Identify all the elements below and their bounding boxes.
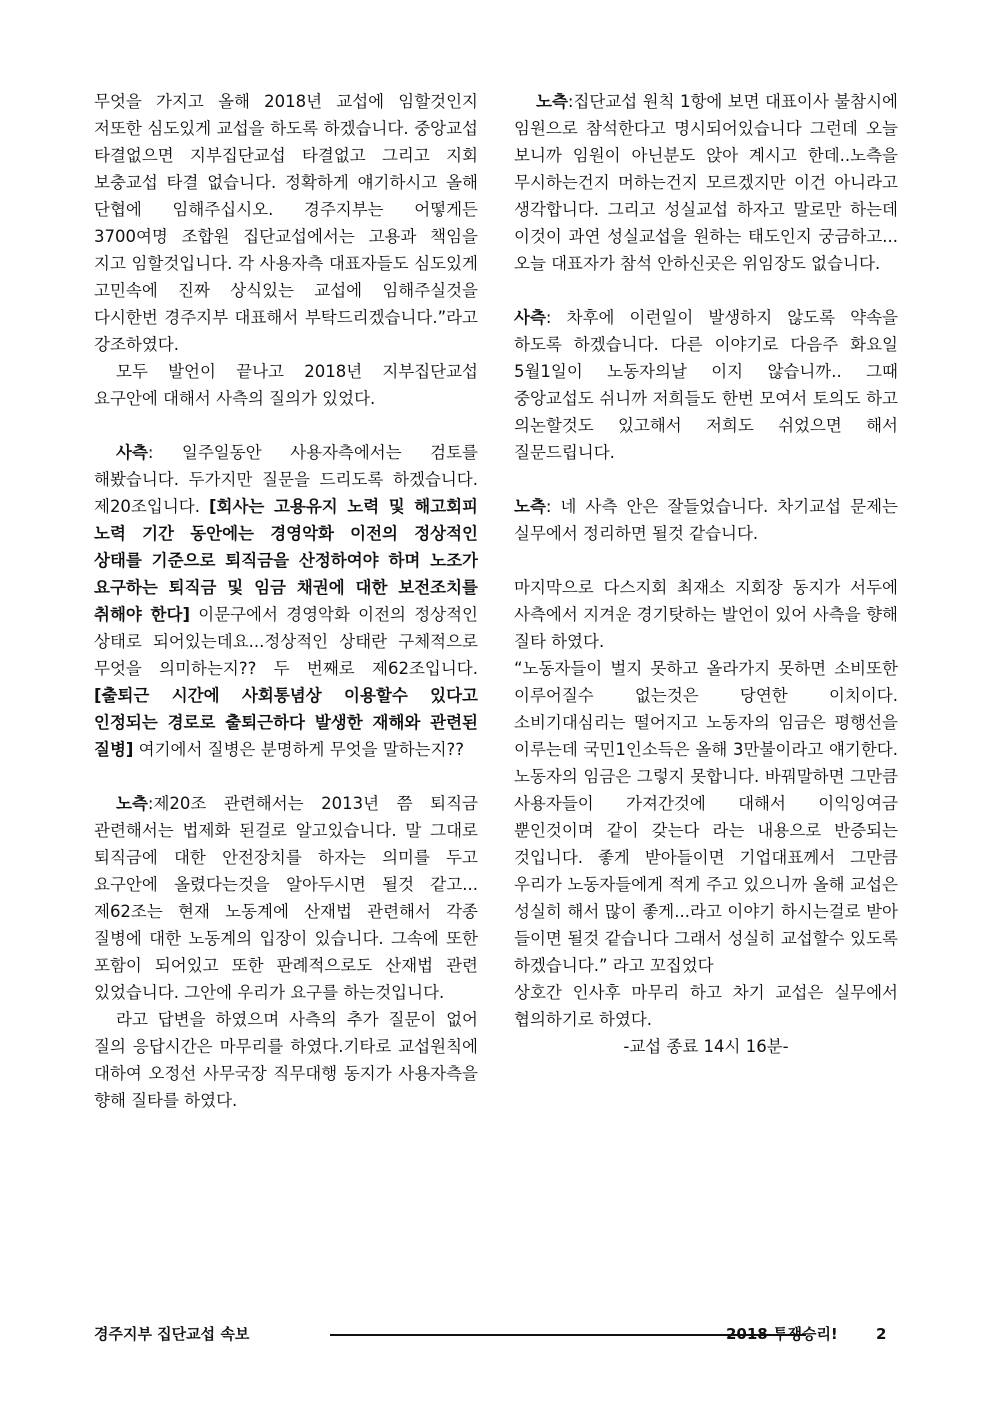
paragraph-closing: 상호간 인사후 마무리 하고 차기 교섭은 실무에서 협의하기로 하였다. <box>514 983 898 1029</box>
question-end: 여기에서 질병은 분명하게 무엇을 말하는지?? <box>133 740 465 759</box>
session-end-time: -교섭 종료 14시 16분- <box>623 1037 789 1056</box>
speaker-label-management: 사측 <box>116 443 148 462</box>
union-principle-text: :집단교섭 원칙 1항에 보면 대표이사 불참시에 임원으로 참석한다고 명시되어있습니다 그런데 오늘 보니까 임원이 아닌분도 앉아 계시고 한데..노측을 무시하는건지 머하는건지 모르겠지만 이건 아니라고 생각합니다. 그리고 성실교섭 하자고 말로만 하는데 이것이 과연 성실교섭을 원하는 태도인지 궁금하고...오늘 대표자가 참석 안하신곳은 위임장도 없습니다. <box>514 92 898 273</box>
speaker-label-union: 노측 <box>116 794 148 813</box>
paragraph-union-reply <box>514 493 898 547</box>
paragraph-final-remark-intro: 마지막으로 다스지회 최재소 지회장 동지가 서두에 사측에서 지겨운 경기탓하는 발언이 있어 사측을 향해 질타 하였다. <box>514 578 898 651</box>
spacer <box>94 763 478 790</box>
paragraph-management-reply <box>514 304 898 466</box>
paragraph-union-principle <box>514 88 898 277</box>
paragraph-transition: 모두 발언이 끝나고 2018년 지부집단교섭 요구안에 대해서 사측의 질의가 있었다. <box>94 362 478 408</box>
management-reply-text: : 차후에 이런일이 발생하지 않도록 약속을 하도록 하겠습니다. 다른 이야기로 다음주 화요일 5월1일이 노동자의날 이지 않습니까.. 그때 중앙교섭도 쉬니까 저희들도 한번 모여서 토의도 하고 의논할것도 있고해서 저희도 쉬었으면 해서 질문드립니다. <box>514 308 898 462</box>
article-20-quote: [회사는 고용유지 노력 및 해고회피 노력 기간 동안에는 경영악화 이전의 정상적인 상태를 기준으로 퇴직금을 산정하여야 하며 노조가 요구하는 퇴직금 및 임금 채권에 대한 보전조치를 취해야 한다] <box>94 497 478 624</box>
footer-title: 경주지부 집단교섭 속보 <box>94 1325 250 1343</box>
spacer <box>514 466 898 493</box>
union-answer-text: :제20조 관련해서는 2013년 쯤 퇴직금 관련해서는 법제화 된걸로 알고있습니다. 말 그대로 퇴직금에 대한 안전장치를 하자는 의미를 두고 요구안에 올렸다는것을 알아두시면 될것 같고...제62조는 현재 노동계에 산재법 관련해서 각종 질병에 대한 노동계의 입장이 있습니다. 그속에 또한 포함이 되어있고 또한 판례적으로도 산재법 관련 있었습니다. 그안에 우리가 요구를 하는것입니다. <box>94 794 478 1002</box>
footer-slogan: 2018 투쟁승리! <box>726 1325 838 1343</box>
paragraph-management-question <box>94 439 478 763</box>
union-reply-text: : 네 사측 안은 잘들었습니다. 차기교섭 문제는 실무에서 정리하면 될것 같습니다. <box>514 497 898 543</box>
spacer <box>94 412 478 439</box>
spacer <box>514 547 898 574</box>
article-62-quote: [출퇴근 시간에 사회통념상 이용할수 있다고 인정되는 경로로 출퇴근하다 발생한 재해와 관련된 질병] <box>94 686 478 759</box>
right-column <box>514 88 898 1060</box>
speaker-label-management: 사측 <box>514 308 546 327</box>
paragraph-qa-close: 라고 답변을 하였으며 사측의 추가 질문이 없어 질의 응답시간은 마무리를 하였다.기타로 교섭원칙에 대하여 오정선 사무국장 직무대행 동지가 사용자측을 향해 질타를 하였다. <box>94 1010 478 1110</box>
paragraph-union-answer <box>94 790 478 1006</box>
speaker-label-union: 노측 <box>536 92 568 111</box>
spacer <box>514 277 898 304</box>
question-intro: : 일주일동안 사용자측에서는 검토를 해봤습니다. 두가지만 질문을 드리도록 하겠습니다.제20조입니다. <box>94 443 478 516</box>
paragraph-intro-quote: 무엇을 가지고 올해 2018년 교섭에 임할것인지 저또한 심도있게 교섭을 하도록 하겠습니다. 중앙교섭 타결없으면 지부집단교섭 타결없고 그리고 지회 보충교섭 타결 없습니다. 정확하게 얘기하시고 올해 단협에 임해주십시오. 경주지부는 어떻게든 3700여명 조합원 집단교섭에서는 고용과 책임을 지고 임할것입니다. 각 사용자측 대표자들도 심도있게 고민속에 진짜 상식있는 교섭에 임해주실것을 다시한번 경주지부 대표해서 부탁드리겠습니다.”라고 강조하였다. <box>94 92 478 354</box>
paragraph-final-remark-quote: “노동자들이 벌지 못하고 올라가지 못하면 소비또한 이루어질수 없는것은 당연한 이치이다. 소비기대심리는 떨어지고 노동자의 임금은 평행선을 이루는데 국민1인소득은 올해 3만불이라고 얘기한다. 노동자의 임금은 그렇지 못합니다. 바꿔말하면 그만큼 사용자들이 가져간것에 대해서 이익잉여금 뿐인것이며 같이 갖는다 라는 내용으로 반증되는 것입니다. 좋게 받아들이면 기업대표께서 그만큼 우리가 노동자들에게 적게 주고 있으니까 올해 교섭은 성실히 해서 많이 좋게...라고 이야기 하시는걸로 받아 들이면 될것 같습니다 그래서 성실히 교섭할수 있도록 하겠습니다.” 라고 꼬집었다 <box>514 659 898 975</box>
page-footer <box>94 1322 894 1346</box>
question-middle: 이문구에서 경영악화 이전의 정상적인 상태로 되어있는데요...정상적인 상태란 구체적으로 무엇을 의미하는지?? 두 번째로 제62조입니다. <box>94 605 478 678</box>
left-column <box>94 88 478 1114</box>
speaker-label-union: 노측 <box>514 497 546 516</box>
page-number: 2 <box>876 1325 887 1343</box>
